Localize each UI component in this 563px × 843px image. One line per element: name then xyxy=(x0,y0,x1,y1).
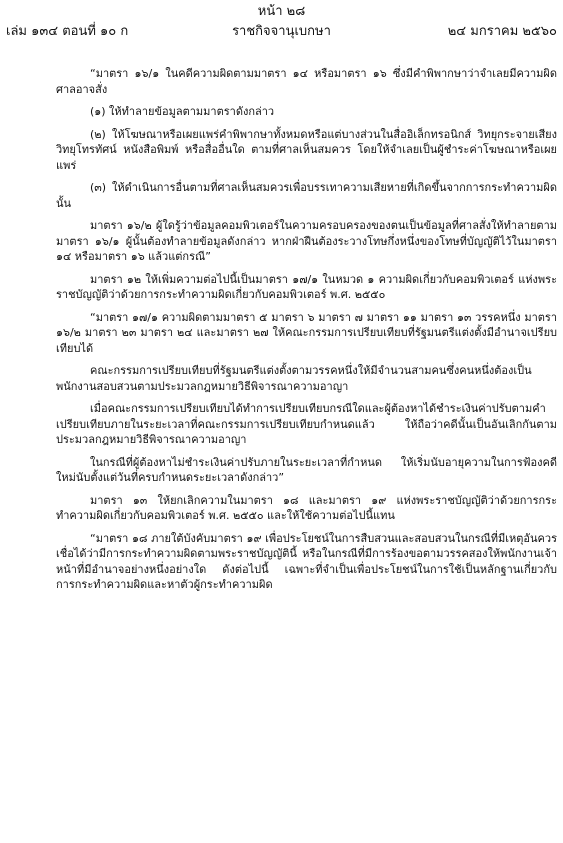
paragraph-clause-3: (๓) ให้ดำเนินการอื่นตามที่ศาลเห็นสมควรเพื่อบรรเทาความเสียหายที่เกิดขึ้นจากการกระทำความผิดนั้น xyxy=(56,181,557,210)
document-body xyxy=(56,60,557,600)
paragraph-section-16-1: “มาตรา ๑๖/๑ ในคดีความผิดตามมาตรา ๑๔ หรือมาตรา ๑๖ ซึ่งมีคำพิพากษาว่าจำเลยมีความผิด ศาลอาจสั่ง xyxy=(56,67,557,96)
page-number: หน้า ๒๘ xyxy=(257,4,306,19)
paragraph-section-13: มาตรา ๑๓ ให้ยกเลิกความในมาตรา ๑๘ และมาตรา ๑๙ แห่งพระราชบัญญัติว่าด้วยการกระทำความผิดเกี่ยวกับคอมพิวเตอร์ พ.ศ. ๒๕๕๐ และให้ใช้ความต่อไปนี้แทน xyxy=(56,493,557,522)
paragraph-section-12: มาตรา ๑๒ ให้เพิ่มความต่อไปนี้เป็นมาตรา ๑๗/๑ ในหมวด ๑ ความผิดเกี่ยวกับคอมพิวเตอร์ แห่งพระราชบัญญัติว่าด้วยการกระทำความผิดเกี่ยวกับคอมพิวเตอร์ พ.ศ. ๒๕๕๐ xyxy=(56,272,557,301)
volume-issue: เล่ม ๑๓๔ ตอนที่ ๑๐ ก xyxy=(6,24,129,39)
paragraph-clause-1: (๑) ให้ทำลายข้อมูลตามมาตราดังกล่าว xyxy=(90,105,275,118)
publication-name: ราชกิจจานุเบกษา xyxy=(232,24,331,39)
paragraph-section-18: “มาตรา ๑๘ ภายใต้บังคับมาตรา ๑๙ เพื่อประโยชน์ในการสืบสวนและสอบสวนในกรณีที่มีเหตุอันควรเชื่อได้ว่ามีการกระทำความผิดตามพระราชบัญญัตินี้ หรือในกรณีที่มีการร้องขอตามวรรคสองให้พนักงานเจ้าหน้าที่มีอำนาจอย่างหนึ่งอย่างใด ดังต่อไปนี้ เฉพาะที่จำเป็นเพื่อประโยชน์ในการใช้เป็นหลักฐานเกี่ยวกับการกระทำความผิดและหาตัวผู้กระทำความผิด xyxy=(56,531,557,591)
paragraph-clause-2: (๒) ให้โฆษณาหรือเผยแพร่คำพิพากษาทั้งหมดหรือแต่บางส่วนในสื่ออิเล็กทรอนิกส์ วิทยุกระจายเสียง วิทยุโทรทัศน์ หนังสือพิมพ์ หรือสื่ออื่นใด ตามที่ศาลเห็นสมควร โดยให้จำเลยเป็นผู้ชำระค่าโฆษณาหรือเผยแพร่ xyxy=(56,127,557,172)
paragraph-section-16-2: มาตรา ๑๖/๒ ผู้ใดรู้ว่าข้อมูลคอมพิวเตอร์ในความครอบครองของตนเป็นข้อมูลที่ศาลสั่งให้ทำลายตามมาตรา ๑๖/๑ ผู้นั้นต้องทำลายข้อมูลดังกล่าว หากฝ่าฝืนต้องระวางโทษกึ่งหนึ่งของโทษที่บัญญัติไว้ในมาตรา ๑๔ หรือมาตรา ๑๖ แล้วแต่กรณี” xyxy=(56,219,557,263)
paragraph-section-17-1: “มาตรา ๑๗/๑ ความผิดตามมาตรา ๕ มาตรา ๖ มาตรา ๗ มาตรา ๑๑ มาตรา ๑๓ วรรคหนึ่ง มาตรา ๑๖/๒ มาตรา ๒๓ มาตรา ๒๔ และมาตรา ๒๗ ให้คณะกรรมการเปรียบเทียบที่รัฐมนตรีแต่งตั้งมีอำนาจเปรียบเทียบได้ xyxy=(56,310,557,355)
paragraph-committee: คณะกรรมการเปรียบเทียบที่รัฐมนตรีแต่งตั้งตามวรรคหนึ่งให้มีจำนวนสามคนซึ่งคนหนึ่งต้องเป็นพนักงานสอบสวนตามประมวลกฎหมายวิธีพิจารณาความอาญา xyxy=(56,364,532,393)
paragraph-prescription: ในกรณีที่ผู้ต้องหาไม่ชำระเงินค่าปรับภายในระยะเวลาที่กำหนด ให้เริ่มนับอายุความในการฟ้องคดีใหม่นับตั้งแต่วันที่ครบกำหนดระยะเวลาดังกล่าว” xyxy=(56,455,557,484)
paragraph-settlement: เมื่อคณะกรรมการเปรียบเทียบได้ทำการเปรียบเทียบกรณีใดและผู้ต้องหาได้ชำระเงินค่าปรับตามคำเปรียบเทียบภายในระยะเวลาที่คณะกรรมการเปรียบเทียบกำหนดแล้ว ให้ถือว่าคดีนั้นเป็นอันเลิกกันตามประมวลกฎหมายวิธีพิจารณาความอาญา xyxy=(56,402,557,446)
publication-date: ๒๔ มกราคม ๒๕๖๐ xyxy=(447,24,557,39)
